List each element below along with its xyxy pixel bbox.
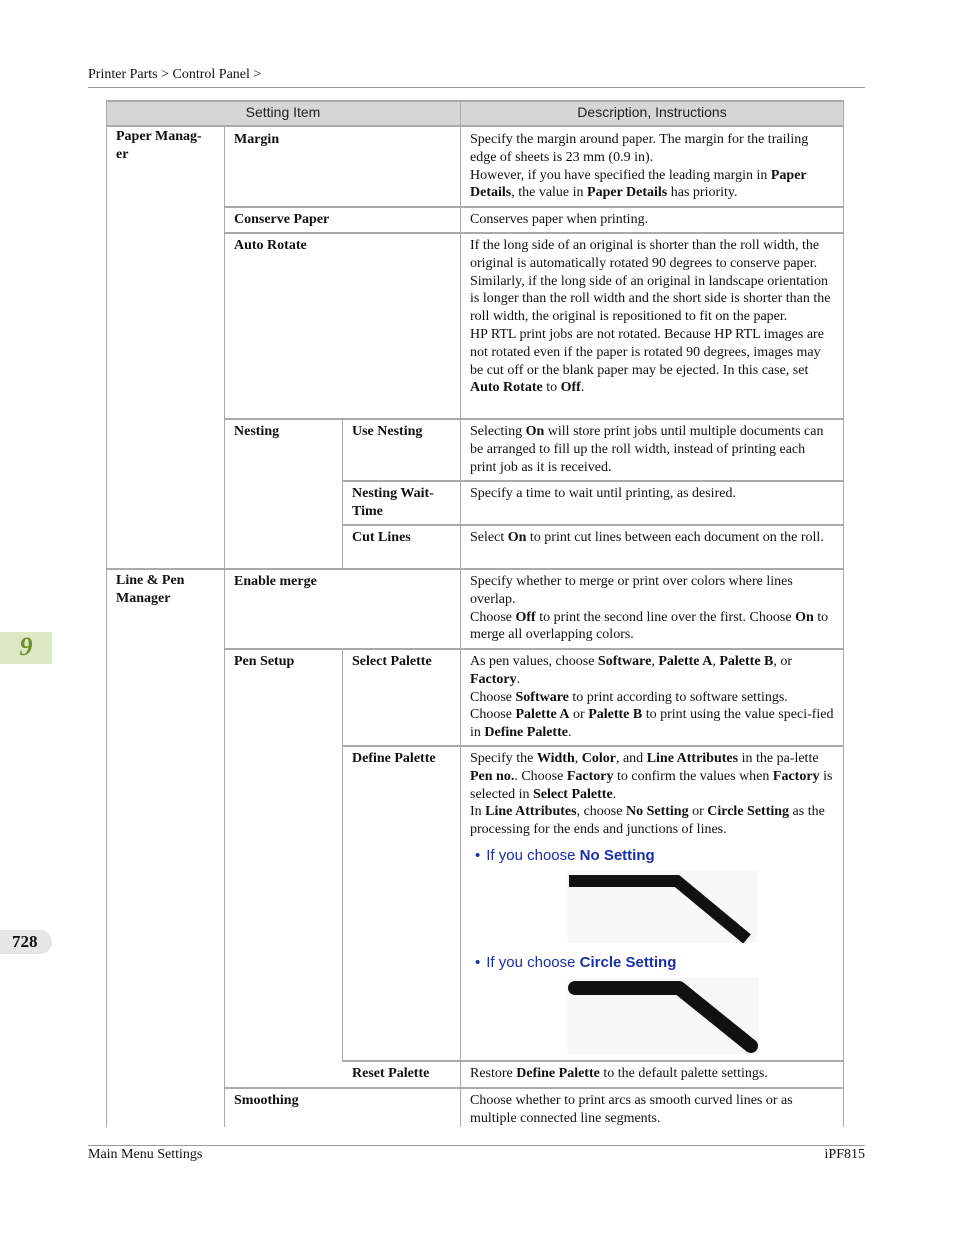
header-rule	[88, 87, 865, 88]
item-pen-setup: Pen Setup	[234, 654, 295, 669]
bullet-no-setting: • If you choose No Setting	[475, 847, 655, 864]
page-number: 728	[0, 930, 52, 954]
item-enable-merge: Enable merge	[234, 574, 317, 589]
item-use-nesting: Use Nesting	[352, 424, 423, 439]
bullet-dot-icon: •	[475, 847, 481, 864]
group-paper-manager: Paper Manag- er	[116, 129, 202, 162]
column-header-setting-item: Setting Item	[106, 100, 460, 126]
circle-setting-line-illustration	[567, 978, 759, 1054]
line-attribute-examples	[461, 845, 843, 1060]
settings-table	[106, 100, 844, 1127]
item-nesting: Nesting	[234, 424, 280, 439]
item-cut-lines: Cut Lines	[352, 530, 411, 545]
desc-smoothing: Choose whether to print arcs as smooth curved lines or as multiple connected line segments.	[470, 1093, 793, 1126]
item-auto-rotate: Auto Rotate	[234, 238, 307, 253]
desc-reset-palette: Restore Define Palette to the default palette settings.	[470, 1066, 768, 1081]
desc-nesting-wait-time: Specify a time to wait until printing, as desired.	[470, 486, 736, 501]
desc-cut-lines: Select On to print cut lines between each document on the roll.	[470, 530, 824, 545]
item-select-palette: Select Palette	[352, 654, 432, 669]
item-conserve-paper: Conserve Paper	[234, 212, 330, 227]
footer-section-title: Main Menu Settings	[88, 1147, 203, 1162]
column-header-description: Description, Instructions	[460, 100, 844, 126]
bullet-circle-setting: • If you choose Circle Setting	[475, 954, 677, 971]
item-nesting-wait-time: Nesting Wait- Time	[352, 486, 434, 519]
footer-model: iPF815	[824, 1147, 865, 1162]
item-margin: Margin	[234, 132, 280, 147]
desc-auto-rotate: If the long side of an original is shorter than the roll width, the original is automatically rotated 90 degrees to conserve paper. Similarly, if the long side of an original in landscape orientation is longer than the roll width and the short side is shorter than the roll width, the original is repositioned to fit on the paper. HP RTL print jobs are not rotated. Because HP RTL images are not rotated even if the paper is rotated 90 degrees, images may be cut off or the blank paper may be ejected. In this case, set Auto Rotate to Off.	[470, 238, 831, 396]
desc-enable-merge: Specify whether to merge or print over colors where lines overlap. Choose Off to print the second line over the first. Choose On to merge all overlapping colors.	[470, 574, 829, 643]
breadcrumb: Printer Parts > Control Panel >	[88, 67, 262, 82]
desc-use-nesting: Selecting On will store print jobs until multiple documents can be arranged to fill up the roll width, instead of printing each print job as it is received.	[470, 424, 824, 475]
item-smoothing: Smoothing	[234, 1093, 299, 1108]
no-setting-line-illustration	[567, 871, 757, 943]
desc-margin: Specify the margin around paper. The margin for the trailing edge of sheets is 23 mm (0.9 in). However, if you have specified the leading margin in Paper Details, the value in Paper Details has priority.	[470, 132, 809, 201]
chapter-tab: 9	[0, 632, 52, 664]
item-reset-palette: Reset Palette	[352, 1066, 430, 1081]
desc-select-palette: As pen values, choose Software, Palette A, Palette B, or Factory. Choose Software to print according to software settings. Choose Palette A or Palette B to print using the value speci-fied in Define Palette.	[470, 654, 834, 741]
desc-conserve-paper: Conserves paper when printing.	[470, 212, 649, 227]
desc-define-palette: Specify the Width, Color, and Line Attributes in the pa-lette Pen no.. Choose Factory to confirm the values when Factory is selected in Select Palette. In Line Attributes, choose No Setting or Circle Setting as the processing for the ends and junctions of lines.	[470, 751, 833, 838]
group-line-pen-manager: Line & Pen Manager	[116, 573, 185, 606]
bullet-dot-icon: •	[475, 954, 481, 971]
footer-rule	[88, 1145, 865, 1146]
item-define-palette: Define Palette	[352, 751, 436, 766]
